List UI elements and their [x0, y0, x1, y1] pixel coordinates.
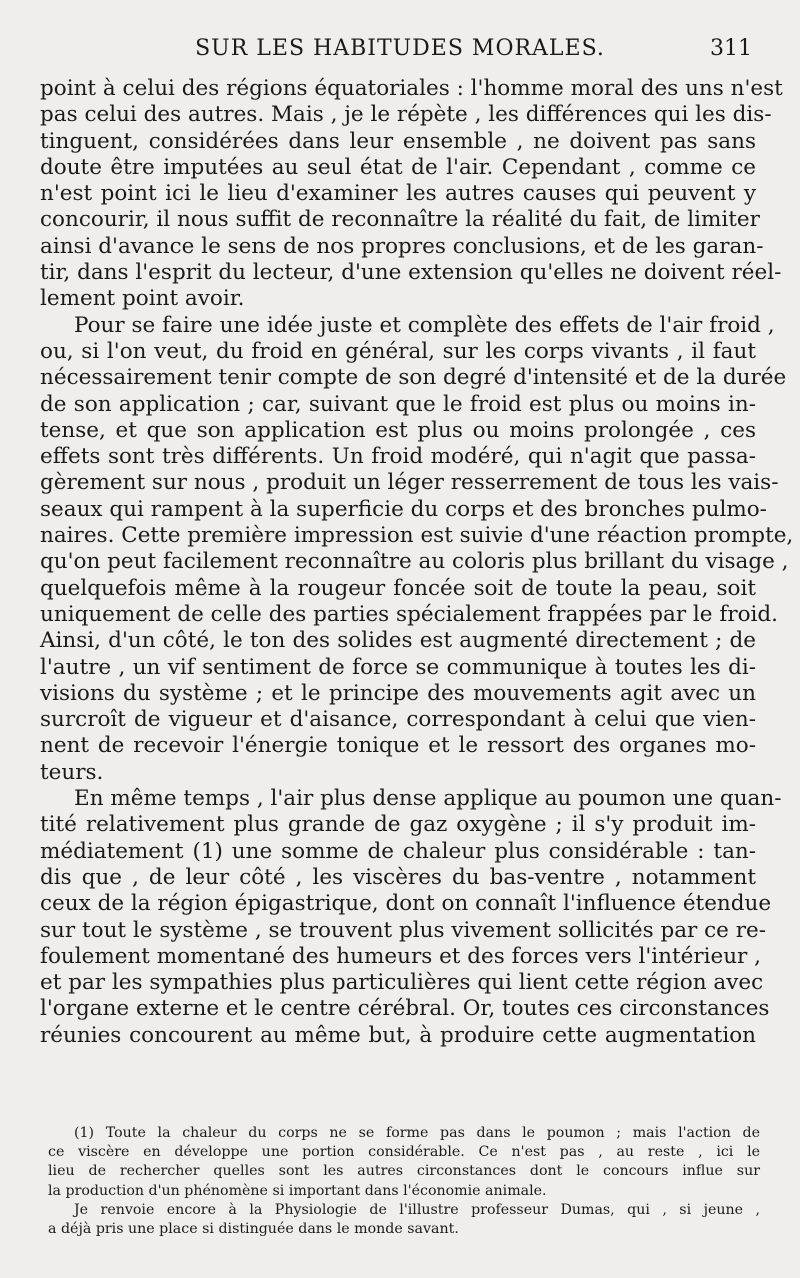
text-line: qu'on peut facilement reconnaître au coloris plus brillant du visage ,: [40, 549, 789, 575]
footnote-line: Je renvoie encore à la Physiologie de l'illustre professeur Dumas, qui , si jeune ,: [74, 1201, 760, 1218]
text-line: tir, dans l'esprit du lecteur, d'une extension qu'elles ne doivent réel-: [40, 260, 782, 286]
text-line: foulement momentané des humeurs et des forces vers l'intérieur ,: [40, 943, 762, 969]
text-line: ou, si l'on veut, du froid en général, sur les corps vivants , il faut: [40, 338, 756, 364]
footnote-line: lieu de rechercher quelles sont les autres circonstances dont le concours influe sur: [48, 1163, 760, 1180]
text-line: doute être imputées au seul état de l'air. Cependant , comme ce: [40, 154, 756, 180]
footnotes: [48, 1124, 760, 1239]
text-line: tense, et que son application est plus ou moins prolongée , ces: [40, 417, 756, 443]
text-line: quelquefois même à la rougeur foncée soit de toute la peau, soit: [40, 575, 756, 601]
text-line: et par les sympathies plus particulières qui lient cette région avec: [40, 970, 764, 996]
text-line: visions du système ; et le principe des mouvements agit avec un: [40, 680, 756, 706]
text-line: ceux de la région épigastrique, dont on connaît l'influence étendue: [40, 891, 772, 917]
text-line: point à celui des régions équatoriales : l'homme moral des uns n'est: [40, 76, 783, 101]
footnote-line: (1) Toute la chaleur du corps ne se forme pas dans le poumon ; mais l'action de: [74, 1125, 760, 1141]
text-line: nent de recevoir l'énergie tonique et le ressort des organes mo-: [40, 733, 756, 759]
running-title: SUR LES HABITUDES MORALES.: [195, 36, 605, 61]
page-header: [40, 36, 760, 70]
text-line: ainsi d'avance le sens de nos propres conclusions, et de les garan-: [40, 233, 764, 259]
text-line: Ainsi, d'un côté, le ton des solides est augmenté directement ; de: [40, 628, 756, 654]
text-line: naires. Cette première impression est suivie d'une réaction prompte,: [40, 523, 794, 549]
text-line: médiatement (1) une somme de chaleur plus considérable : tan-: [40, 838, 756, 864]
footnote-line: a déjà pris une place si distinguée dans le monde savant.: [48, 1221, 459, 1238]
footnote-line: ce viscère en développe une portion considérable. Ce n'est pas , au reste , ici le: [48, 1144, 760, 1161]
text-line: l'autre , un vif sentiment de force se communique à toutes les di-: [40, 654, 756, 680]
text-line: pas celui des autres. Mais , je le répète , les différences qui les dis-: [40, 102, 772, 128]
text-line: de son application ; car, suivant que le froid est plus ou moins in-: [40, 391, 756, 417]
text-line: sur tout le système , se trouvent plus vivement sollicités par ce re-: [40, 917, 767, 943]
text-line: l'organe externe et le centre cérébral. Or, toutes ces circonstances: [40, 996, 770, 1022]
text-line: dis que , de leur côté , les viscères du bas-ventre , notamment: [40, 864, 756, 890]
text-line: lement point avoir.: [40, 286, 245, 312]
text-line: surcroît de vigueur et d'aisance, correspondant à celui que vien-: [40, 707, 756, 733]
text-line: Pour se faire une idée juste et complète des effets de l'air froid ,: [74, 312, 775, 338]
text-line: tinguent, considérées dans leur ensemble , ne doivent pas sans: [40, 128, 756, 154]
text-line: tité relativement plus grande de gaz oxygène ; il s'y produit im-: [40, 812, 756, 838]
text-line: nécessairement tenir compte de son degré d'intensité et de la durée: [40, 365, 787, 391]
text-line: gèrement sur nous , produit un léger resserrement de tous les vais-: [40, 470, 779, 496]
footnote-line: la production d'un phénomène si important dans l'économie animale.: [48, 1182, 547, 1199]
body-text: [40, 76, 794, 1049]
text-line: effets sont très différents. Un froid modéré, qui n'agit que passa-: [40, 444, 756, 470]
page-number: 311: [710, 36, 752, 61]
text-line: uniquement de celle des parties spécialement frappées par le froid.: [40, 601, 779, 627]
text-line: seaux qui rampent à la superficie du corps et des bronches pulmo-: [40, 496, 767, 522]
text-line: En même temps , l'air plus dense applique au poumon une quan-: [74, 786, 782, 812]
text-line: n'est point ici le lieu d'examiner les autres causes qui peuvent y: [40, 181, 756, 207]
text-line: teurs.: [40, 759, 104, 785]
text-line: concourir, il nous suffit de reconnaître la réalité du fait, de limiter: [40, 207, 760, 233]
text-line: réunies concourent au même but, à produire cette augmentation: [40, 1022, 756, 1048]
